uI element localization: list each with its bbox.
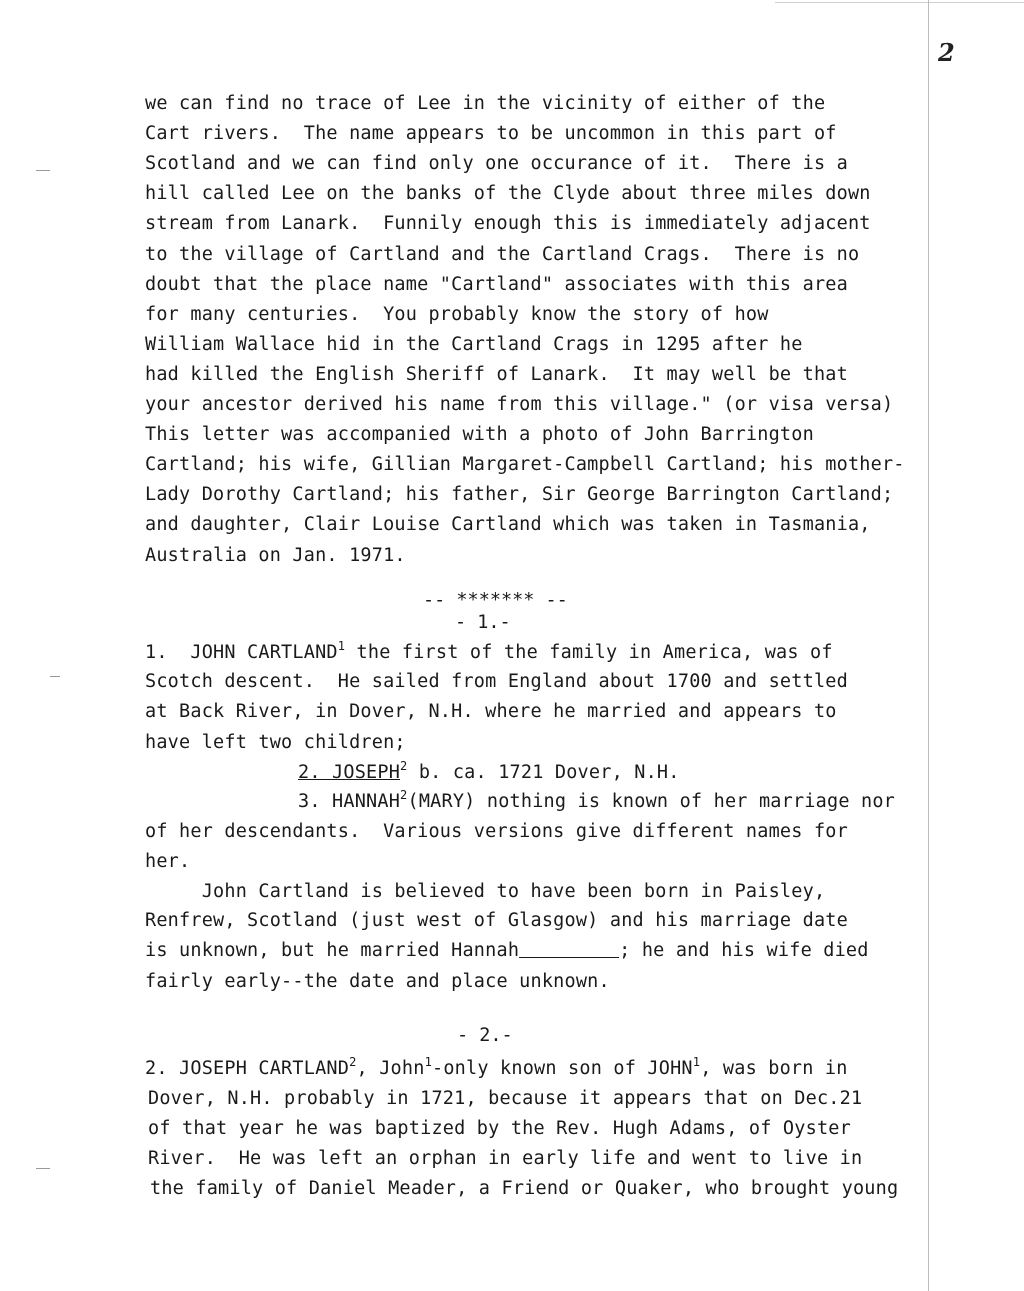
section-1-para2-line: John Cartland is believed to have been born in Paisley,	[145, 881, 826, 902]
child-hannah: 3. HANNAH$^2$(MARY) nothing is known of her marriage nor	[298, 788, 896, 812]
section-1-line: Scotch descent. He sailed from England about 1700 and settled	[145, 671, 848, 692]
paragraph-1-line: William Wallace hid in the Cartland Crags in 1295 after he	[145, 334, 803, 355]
section-2-heading: - 2.-	[457, 1025, 513, 1046]
child-joseph: 2. JOSEPH$^2$ b. ca. 1721 Dover, N.H.	[298, 759, 680, 783]
paragraph-1-line: Cart rivers. The name appears to be uncommon in this part of	[145, 123, 837, 144]
section-1-intro: 1. JOHN CARTLAND$^1$ the first of the family in America, was of	[145, 639, 833, 663]
blank-line	[519, 939, 619, 958]
page-number: 2	[938, 38, 955, 67]
section-2-line: the family of Daniel Meader, a Friend or Quaker, who brought young	[150, 1178, 899, 1199]
section-1-heading: - 1.-	[455, 612, 511, 633]
section-1-children-line: have left two children;	[145, 732, 406, 753]
margin-mark	[36, 1168, 50, 1169]
paragraph-1-line: stream from Lanark. Funnily enough this is immediately adjacent	[145, 213, 871, 234]
paragraph-1-line: doubt that the place name "Cartland" associates with this area	[145, 274, 848, 295]
paragraph-1-line: to the village of Cartland and the Cartland Crags. There is no	[145, 244, 860, 265]
section-1-line: her.	[145, 851, 191, 872]
paragraph-1-line: and daughter, Clair Louise Cartland which was taken in Tasmania,	[145, 514, 871, 535]
paragraph-1-line: This letter was accompanied with a photo of John Barrington	[145, 424, 814, 445]
section-1-para2-line: Renfrew, Scotland (just west of Glasgow) and his marriage date	[145, 910, 848, 931]
margin-mark	[36, 170, 50, 171]
section-2-intro: 2. JOSEPH CARTLAND$^2$, John$^1$-only known son of JOHN$^1$, was born in	[145, 1055, 848, 1079]
paragraph-1-line: your ancestor derived his name from this village." (or visa versa)	[145, 394, 894, 415]
section-1-para2-line: is unknown, but he married Hannah ; he and his wife died	[145, 940, 869, 961]
section-2-line: of that year he was baptized by the Rev. Hugh Adams, of Oyster	[148, 1118, 851, 1139]
section-1-line: at Back River, in Dover, N.H. where he married and appears to	[145, 701, 837, 722]
separator: -- ******* --	[423, 590, 568, 611]
section-2-line: Dover, N.H. probably in 1721, because it appears that on Dec.21	[148, 1088, 863, 1109]
paragraph-1-line: for many centuries. You probably know the story of how	[145, 304, 769, 325]
paragraph-1-line: Australia on Jan. 1971.	[145, 545, 406, 566]
paragraph-1-line: had killed the English Sheriff of Lanark. It may well be that	[145, 364, 848, 385]
top-edge-line	[775, 2, 1024, 3]
paragraph-1-line: hill called Lee on the banks of the Clyde about three miles down	[145, 183, 871, 204]
margin-mark	[50, 676, 60, 677]
section-1-para2-line: fairly early--the date and place unknown.	[145, 971, 610, 992]
section-2-line: River. He was left an orphan in early life and went to live in	[148, 1148, 863, 1169]
paragraph-1-line: Lady Dorothy Cartland; his father, Sir George Barrington Cartland;	[145, 484, 894, 505]
paragraph-1-line: Scotland and we can find only one occurance of it. There is a	[145, 153, 848, 174]
right-margin-line	[928, 0, 929, 1291]
paragraph-1-line: Cartland; his wife, Gillian Margaret-Campbell Cartland; his mother-	[145, 454, 905, 475]
paragraph-1-line: we can find no trace of Lee in the vicinity of either of the	[145, 93, 826, 114]
section-1-line: of her descendants. Various versions give different names for	[145, 821, 848, 842]
